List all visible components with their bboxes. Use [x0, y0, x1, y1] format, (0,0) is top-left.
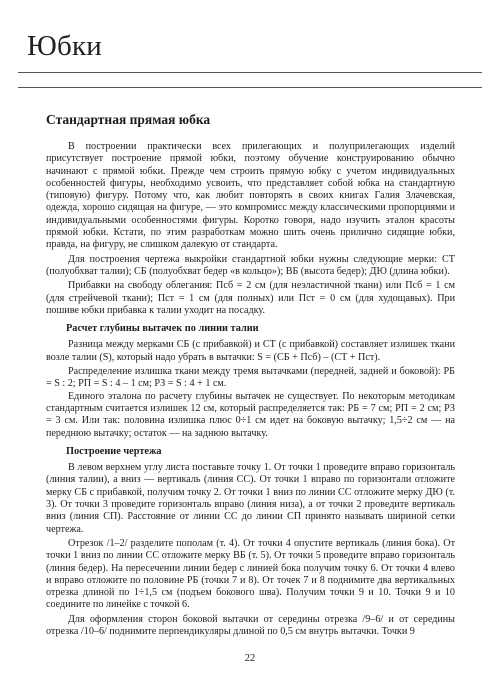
- paragraph: Для оформления сторон боковой вытачки от середины отрезка /9–6/ и от середины отрезка /10–6/ поднимите перпендикуляры длиной по 0,5 см внутрь вытачки. Точки 9: [46, 613, 455, 637]
- paragraph: В левом верхнем углу листа поставьте точку 1. От точки 1 проведите вправо горизонталь (линия талии), а вниз — вертикаль (линия СС). От точки 1 вправо по горизонтали отложите мерку СБ с прибавкой, получим точку 2. От точки 1 вниз по линии СС отложите мерку ДЮ (т. 3). От точки 3 проведите горизонталь вправо (линия низа), а от точки 2 проведите вертикаль вниз (линия СП). Расстояние от линии СС до линии СП принято называть шириной сетки чертежа.: [46, 462, 455, 535]
- page-number: 22: [244, 653, 256, 664]
- subsection-title-darts: Расчет глубины вытачек по линии талии: [66, 323, 259, 335]
- paragraph: Для построения чертежа выкройки стандартной юбки нужны следующие мерки: СТ (полуобхват талии); СБ (полуобхват бедер «в кольцо»); ВБ (высота бедер); ДЮ (длина юбки).: [46, 253, 455, 277]
- section-title: Стандартная прямая юбка: [46, 112, 211, 127]
- header-rule-top: [18, 72, 482, 73]
- chapter-title: Юбки: [27, 30, 102, 62]
- paragraph: В построении практически всех прилегающих и полуприлегающих изделий присутствует построение прямой юбки, поэтому обучение конструированию обычно начинают с прямой юбки. Прежде чем строить прямую юбку с учетом индивидуальных особенностей фигуры, необходимо усвоить, что представляет собой юбка на стандартную (типовую) фигуру. Потому что, как любит повторять в своих книгах Галия Злачевская, одежда, хорошо сидящая на фигуре, — это компромисс между классическими пропорциями и индивидуальными особенностями фигуры. Коротко говоря, надо изучить эталон красоты прямой юбки. Кстати, по этим разработкам можно шить очень прилично сидящие юбки, правда, на фигуру, не слишком далекую от стандарта.: [46, 141, 455, 251]
- body-text: [46, 141, 455, 638]
- paragraph: Распределение излишка ткани между тремя вытачками (передней, задней и боковой): РБ = S : 2; РП = S : 4 – 1 см; РЗ = S : 4 + 1 см.: [46, 366, 455, 390]
- subsection-title-drawing: Построение чертежа: [66, 445, 162, 457]
- paragraph: Прибавки на свободу облегания: Псб = 2 см (для нeэластичной ткани) или Псб = 1 см (для стрейчевой ткани); Пст = 1 см (для полных) или Пст = 0 см (для худощавых). При пошиве юбки прибавка к талии уходит на посадку.: [46, 280, 455, 316]
- paragraph: Единого эталона по расчету глубины вытачек не существует. По некоторым методикам стандартным считается излишек 12 см, который распределяется так: РБ = 7 см; РП = 2 см; РЗ = 3 см. Или так: половина излишка плюс 0÷1 см идет на боковую вытачку; 1,5÷2 см — на переднюю вытачку; остаток — на заднюю вытачку.: [46, 390, 455, 439]
- header-rule-bottom: [18, 87, 482, 88]
- paragraph: Разница между мерками СБ (с прибавкой) и СТ (с прибавкой) составляет излишек ткани возле талии (S), который надо убрать в вытачки: S = (СБ + Псб) – (СТ + Пст).: [46, 339, 455, 363]
- paragraph: Отрезок /1–2/ разделите пополам (т. 4). От точки 4 опустите вертикаль (линия бока). От точки 1 вниз по линии СС отложите мерку ВБ (т. 5). От точки 5 проведите вправо горизонталь (линия бедер). На пересечении линии бедер с линией бока получим точку 6. От точки 4 влево и вправо отложите по половине РБ (точки 7 и 8). От точек 7 и 8 поднимите два вертикальных отрезка длиной по 1÷1,5 см (подъем бокового шва). Получим точки 9 и 10. Точки 9 и 10 соедините по линейке с точкой 6.: [46, 537, 455, 611]
